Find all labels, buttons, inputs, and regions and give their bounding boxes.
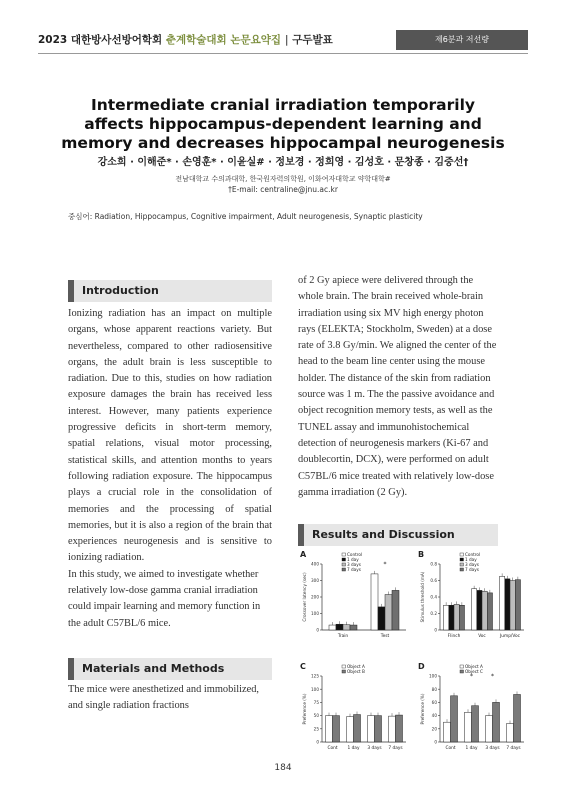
y-tick-label: 125 bbox=[311, 673, 319, 679]
bar-3-days bbox=[482, 591, 487, 630]
y-tick-label: 75 bbox=[313, 700, 319, 705]
bar-7-days bbox=[487, 593, 492, 630]
intro-paragraph-2: In this study, we aimed to investigate whether relatively low-dose gamma cranial irradiation could impair learning and memory function in the adult C57BL/6 mice. bbox=[68, 568, 261, 629]
bar-object-a bbox=[486, 716, 493, 742]
legend-swatch bbox=[342, 670, 346, 673]
legend-label: Object B bbox=[347, 669, 365, 674]
y-tick-label: 0 bbox=[316, 739, 319, 745]
y-tick-label: 20 bbox=[431, 726, 437, 732]
y-tick-label: 0 bbox=[434, 627, 437, 633]
panel-c bbox=[300, 662, 410, 762]
bar-object-a bbox=[347, 717, 354, 742]
y-axis-label: Preference (%) bbox=[420, 693, 425, 725]
bar-object-a bbox=[444, 722, 451, 742]
results-figure bbox=[300, 550, 528, 772]
bar-control bbox=[472, 589, 477, 630]
y-tick-label: 100 bbox=[429, 673, 437, 679]
legend-label: Object A bbox=[465, 664, 483, 669]
y-tick-label: 0 bbox=[434, 739, 437, 745]
running-header bbox=[38, 32, 528, 50]
legend-label: Object C bbox=[465, 669, 483, 674]
y-tick-label: 25 bbox=[313, 726, 319, 732]
legend-swatch bbox=[460, 558, 464, 561]
bar-object-b bbox=[396, 715, 403, 742]
bar-object-c bbox=[493, 702, 500, 742]
header-session: 구두발표 bbox=[292, 34, 333, 46]
section-heading-results: Results and Discussion bbox=[298, 524, 498, 546]
header-proceedings: 춘계학술대회 논문요약집 bbox=[165, 34, 282, 46]
legend-swatch bbox=[342, 568, 346, 571]
bar-object-b bbox=[354, 715, 361, 742]
bar-object-a bbox=[507, 724, 514, 742]
intro-paragraph-1: Ionizing radiation has an impact on multiple organs, whose apparent reactions variety. But nevertheless, compared to other radiosensitive organs, the adult brain is less susceptible to radiation. Due to this, studies on how radiation exposure damages the brain has received less interest. However, many patients experience progressive deficits in short-term memory, spatial relations, visual motor processing, statistical skills, and attention months to years following radiation exposure. The hippocampus plays a crucial role in the consolidation of memories and the processing of spatial memories, but it is also a region of the brain that experiences neurogenesis and is sensitive to ionizing radiation. bbox=[68, 308, 272, 564]
bar-1-day bbox=[477, 590, 482, 630]
header-title bbox=[38, 32, 333, 47]
y-tick-label: 0 bbox=[316, 627, 319, 633]
bar-object-a bbox=[465, 712, 472, 742]
y-tick-label: 0.4 bbox=[430, 594, 437, 600]
legend-swatch bbox=[460, 665, 464, 668]
legend-swatch bbox=[460, 670, 464, 673]
page-number: 184 bbox=[274, 763, 292, 773]
paper-title: Intermediate cranial irradiation temporarily affects hippocampus-dependent learning and memory and decreases hippocampal neurogenesis bbox=[61, 96, 505, 152]
x-tick-label: Train bbox=[337, 634, 349, 639]
legend-label: 3 days bbox=[347, 562, 361, 567]
y-axis-label: Stimulus threshold (mA) bbox=[420, 571, 425, 623]
x-tick-label: 1 day bbox=[465, 746, 478, 751]
panel-d-label: D bbox=[418, 662, 425, 671]
session-badge: 제6분과 저선량 bbox=[396, 30, 528, 50]
y-tick-label: 300 bbox=[311, 578, 319, 584]
bar-3-days bbox=[510, 581, 515, 631]
panel-b bbox=[418, 550, 528, 650]
panel-b-chart bbox=[418, 550, 528, 650]
legend-swatch bbox=[460, 553, 464, 556]
significance-marker: * bbox=[383, 561, 387, 568]
x-tick-label: Voc bbox=[478, 634, 486, 639]
bar-object-c bbox=[472, 706, 479, 742]
header-separator: | bbox=[281, 34, 293, 46]
x-tick-label: 3 days bbox=[367, 746, 382, 751]
section-heading-materials-methods: Materials and Methods bbox=[68, 658, 272, 680]
y-axis-label: Crossover latency (sec) bbox=[302, 572, 307, 622]
legend-label: Object A bbox=[347, 664, 365, 669]
corresponding-email: †E-mail: centraline@jnu.ac.kr bbox=[228, 185, 338, 194]
keywords: 중심어: Radiation, Hippocampus, Cognitive impairment, Adult neurogenesis, Synaptic plasticity bbox=[68, 212, 423, 221]
y-tick-label: 50 bbox=[313, 713, 319, 719]
legend-label: 7 days bbox=[347, 567, 361, 572]
legend-swatch bbox=[342, 553, 346, 556]
y-tick-label: 0.2 bbox=[430, 611, 437, 617]
bar-object-c bbox=[451, 696, 458, 742]
bar-control bbox=[371, 574, 378, 630]
panel-b-label: B bbox=[418, 550, 425, 559]
y-tick-label: 200 bbox=[311, 594, 319, 600]
x-tick-label: Test bbox=[380, 634, 390, 639]
legend-label: 1 day bbox=[347, 557, 359, 562]
y-tick-label: 0.6 bbox=[430, 578, 437, 584]
bar-object-b bbox=[333, 716, 340, 742]
y-tick-label: 100 bbox=[311, 686, 319, 692]
bar-7-days bbox=[392, 590, 399, 630]
y-tick-label: 40 bbox=[431, 713, 437, 719]
significance-marker: * bbox=[491, 673, 494, 680]
legend-swatch bbox=[342, 558, 346, 561]
panel-a-chart bbox=[300, 550, 410, 650]
y-tick-label: 100 bbox=[311, 611, 319, 617]
bar-3-days bbox=[385, 595, 392, 630]
panel-d bbox=[418, 662, 528, 762]
bar-7-days bbox=[350, 625, 357, 630]
bar-object-c bbox=[514, 694, 521, 742]
y-tick-label: 400 bbox=[311, 561, 319, 567]
y-tick-label: 0.8 bbox=[430, 561, 437, 567]
legend-swatch bbox=[460, 568, 464, 571]
x-tick-label: Flinch bbox=[447, 634, 461, 639]
bar-control bbox=[329, 625, 336, 630]
panel-a bbox=[300, 550, 410, 650]
y-axis-label: Preference (%) bbox=[302, 693, 307, 725]
methods-paragraph-2: of 2 Gy apiece were delivered through the whole brain. The brain received whole-brain irradiation using six MV high energy photon rays (ELEKTA; Stockholm, Sweden) at a dose rate of 3.8 Gy/min. We aligned the center of the head to the beam line center using the mouse holder. The distance of the skin from radiation source was 1 m. The the passive avoidance and object recognition memory tests, as well as the TUNEL assay and immunohistochemical detection of neurogenesis markers (Ki-67 and doublecortin, DCX), were performed on adult C57BL/6 mice treated with relatively low-dose gamma irradiation (2 Gy). bbox=[298, 275, 497, 498]
affiliation: 전남대학교 수의과대학, 한국원자력의학원, 이화여자대학교 약학대학# bbox=[175, 175, 391, 183]
legend-label: Control bbox=[465, 552, 481, 557]
legend-label: Control bbox=[347, 552, 363, 557]
x-tick-label: 1 day bbox=[347, 746, 360, 751]
methods-paragraph-1: The mice were anesthetized and immobilized, and single radiation fractions bbox=[68, 684, 259, 712]
methods-body-left bbox=[68, 682, 272, 715]
legend-swatch bbox=[342, 665, 346, 668]
bar-1-day bbox=[505, 579, 510, 630]
legend-swatch bbox=[460, 563, 464, 566]
legend-label: 1 day bbox=[465, 557, 477, 562]
x-tick-label: 7 days bbox=[388, 746, 403, 751]
bar-7-days bbox=[459, 605, 464, 630]
x-tick-label: 3 days bbox=[485, 746, 500, 751]
bar-control bbox=[500, 576, 505, 630]
x-tick-label: Cont bbox=[327, 746, 338, 751]
methods-body-right bbox=[298, 273, 498, 501]
bar-7-days bbox=[515, 580, 520, 630]
panel-c-chart bbox=[300, 662, 410, 762]
legend-label: 7 days bbox=[465, 567, 479, 572]
bar-object-a bbox=[368, 716, 375, 742]
panel-d-chart bbox=[418, 662, 528, 762]
bar-control bbox=[444, 605, 449, 630]
bar-3-days bbox=[343, 625, 350, 630]
significance-marker: * bbox=[470, 673, 473, 680]
introduction-body bbox=[68, 306, 272, 632]
section-heading-introduction: Introduction bbox=[68, 280, 272, 302]
y-tick-label: 80 bbox=[431, 686, 437, 692]
bar-object-a bbox=[326, 716, 333, 742]
bar-1-day bbox=[336, 624, 343, 630]
bar-1-day bbox=[449, 605, 454, 630]
legend-label: 3 days bbox=[465, 562, 479, 567]
header-society: 2023 대한방사선방어학회 bbox=[38, 34, 163, 46]
legend-swatch bbox=[342, 563, 346, 566]
bar-3-days bbox=[454, 604, 459, 630]
bar-object-a bbox=[389, 716, 396, 742]
x-tick-label: Cont bbox=[445, 746, 456, 751]
x-tick-label: Jump/Voc bbox=[500, 634, 520, 639]
panel-a-label: A bbox=[300, 550, 307, 559]
x-tick-label: 7 days bbox=[506, 746, 521, 751]
bar-1-day bbox=[378, 607, 385, 630]
author-list: 강소희 · 이해준* · 손영훈* · 이윤실# · 정보경 · 정희영 · 김성호 · 문창종 · 김중선† bbox=[97, 157, 469, 168]
header-divider bbox=[38, 53, 528, 54]
panel-c-label: C bbox=[300, 662, 306, 671]
bar-object-b bbox=[375, 716, 382, 742]
y-tick-label: 60 bbox=[431, 700, 437, 705]
